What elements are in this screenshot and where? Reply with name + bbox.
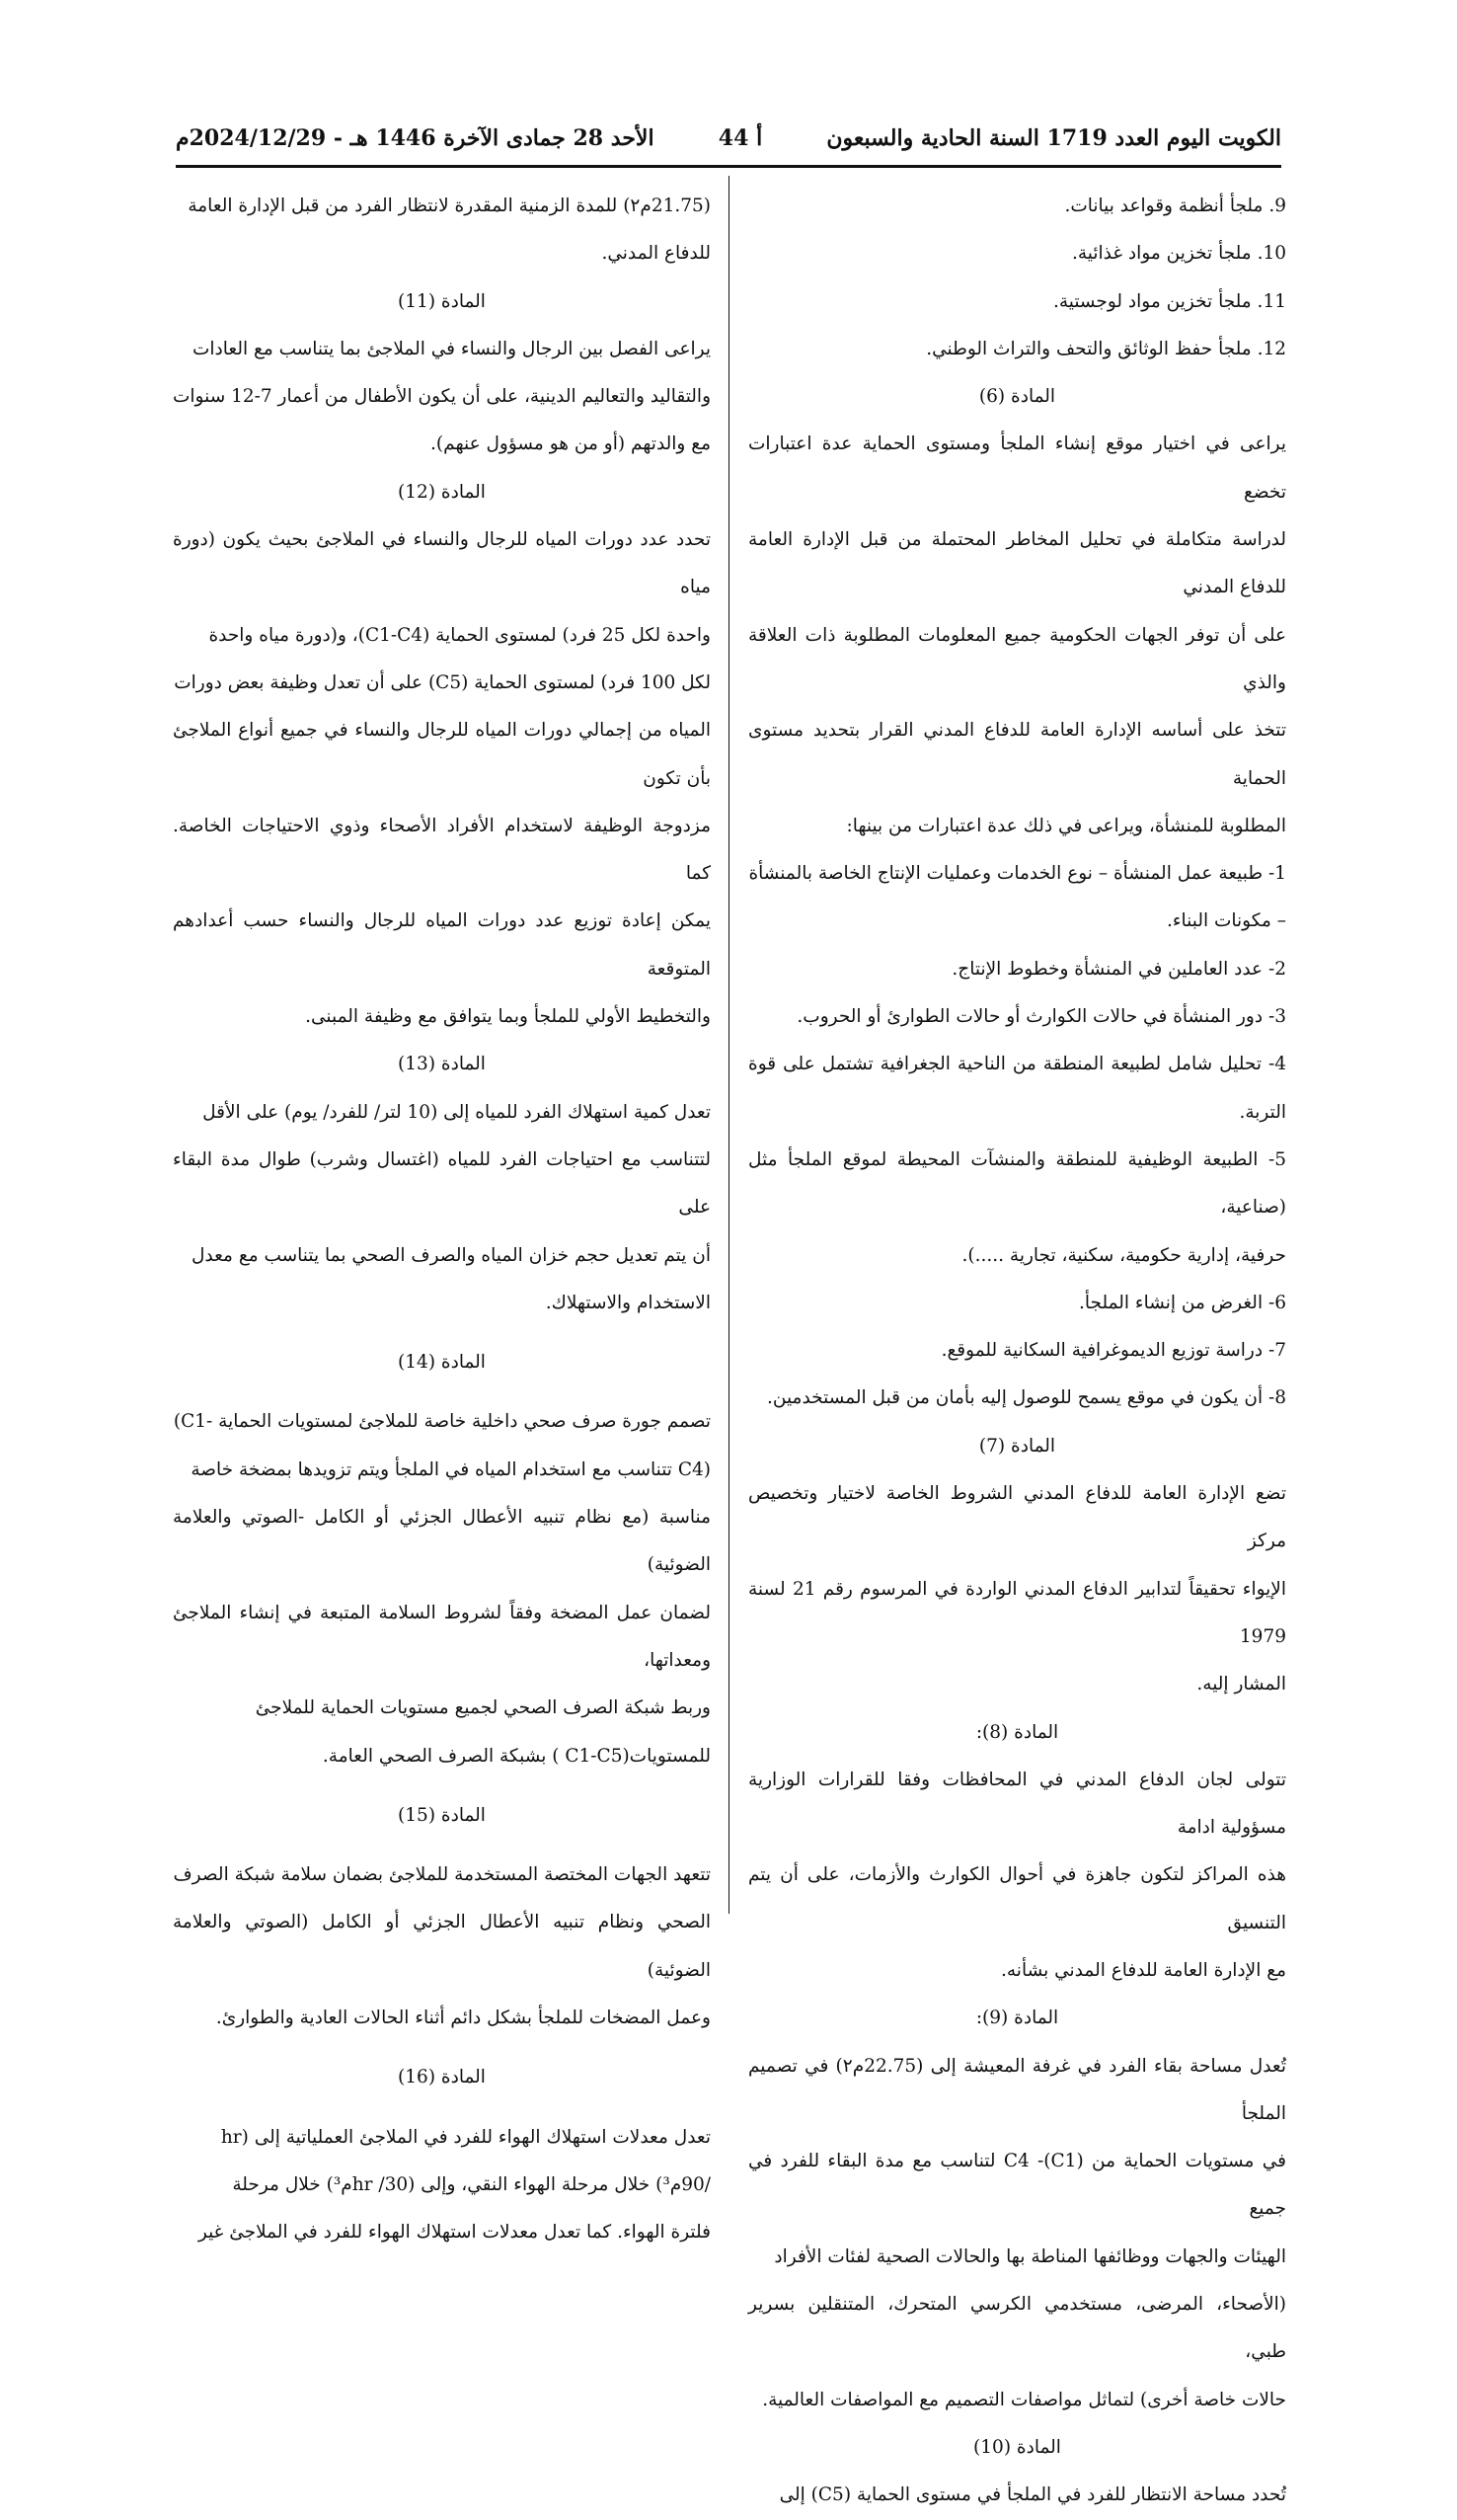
list-item: 7- دراسة توزيع الديموغرافية السكانية للموقع. [941,1340,1286,1362]
article-heading: المادة (7) [978,1435,1056,1457]
left-column [173,183,711,2256]
body-line: الصحي ونظام تنبيه الأعطال الجزئي أو الكامل (الصوتي والعلامة الضوئية) [173,1912,711,1981]
page-header [176,118,1281,158]
body-line: تصمم جورة صرف صحي داخلية خاصة للملاجئ لمستويات الحماية -C1) [173,1411,711,1433]
body-line: المشار إليه. [1196,1674,1286,1695]
body-line: فلترة الهواء. كما تعدل معدلات استهلاك الهواء للفرد في الملاجئ غير [197,2222,711,2244]
header-divider [176,165,1281,168]
body-line: لضمان عمل المضخة وفقاً لشروط السلامة المتبعة في إنشاء الملاجئ ومعداتها، [173,1602,711,1671]
body-line: الهيئات والجهات ووظائفها المناطة بها والحالات الصحية لفئات الأفراد [774,2245,1286,2267]
list-item: 12. ملجأ حفظ الوثائق والتحف والتراث الوطني. [926,338,1286,359]
body-line: تتولى لجان الدفاع المدني في المحافظات وفقا للقرارات الوزارية مسؤولية ادامة [748,1769,1286,1839]
issue-date: الأحد 28 جمادى الآخرة 1446 هـ - 2024/12/29م [176,125,654,151]
list-item: 3- دور المنشأة في حالات الكوارث أو حالات الطوارئ أو الحروب. [797,1006,1286,1028]
body-line: على أن توفر الجهات الحكومية جميع المعلومات المطلوبة ذات العلاقة والذي [748,624,1286,693]
list-item: 9. ملجأ أنظمة وقواعد بيانات. [1064,196,1286,216]
body-line: يمكن إعادة توزيع عدد دورات المياه للرجال والنساء حسب أعدادهم المتوقعة [173,910,711,980]
list-item: 5- الطبيعة الوظيفية للمنطقة والمنشآت المحيطة لموقع الملجأ مثل (صناعية، [748,1148,1286,1219]
body-line: أن يتم تعديل حجم خزان المياه والصرف الصحي بما يتناسب مع معدل [191,1244,711,1266]
body-line: المطلوبة للمنشأة، ويراعى في ذلك عدة اعتبارات من بينها: [846,815,1286,836]
article-heading: المادة (6) [978,386,1056,408]
body-line: تتعهد الجهات المختصة المستخدمة للملاجئ بضمان سلامة شبكة الصرف [173,1864,711,1886]
body-line: لتتناسب مع احتياجات الفرد للمياه (اغتسال وشرب) طوال مدة البقاء على [173,1148,711,1219]
list-item: 4- تحليل شامل لطبيعة المنطقة من الناحية الجغرافية تشتمل على قوة التربة. [748,1054,1286,1123]
body-line: للمستويات(C1-C5 ) بشبكة الصرف الصحي العامة. [322,1745,711,1767]
right-column [748,183,1286,2520]
list-item: 8- أن يكون في موقع يسمح للوصول إليه بأمان من قبل المستخدمين. [767,1387,1286,1409]
article-heading: المادة (13) [398,1054,486,1075]
body-line: يراعى الفصل بين الرجال والنساء في الملاجئ بما يتناسب مع العادات [192,338,711,359]
article-heading: المادة (8): [975,1721,1059,1743]
article-heading: المادة (11) [398,290,486,312]
body-line: /90م³) خلال مرحلة الهواء النقي، وإلى (hr /30م³) خلال مرحلة [232,2173,711,2195]
column-divider [728,176,729,1914]
list-item: 10. ملجأ تخزين مواد غذائية. [1072,243,1286,265]
body-line: للدفاع المدني. [601,243,711,265]
body-line: (C4 تتناسب مع استخدام المياه في الملجأ ويتم تزويدها بمضخة خاصة [191,1458,711,1480]
article-heading: المادة (15) [398,1804,486,1826]
body-line: تتخذ على أساسه الإدارة العامة للدفاع المدني القرار بتحديد مستوى الحماية [748,720,1286,789]
body-line: لكل 100 فرد) لمستوى الحماية (C5) على أن تعدل وظيفة بعض دورات [174,671,711,693]
body-line: تُحدد مساحة الانتظار للفرد في الملجأ في مستوى الحماية (C5) إلى [779,2484,1286,2506]
body-line: تعدل معدلات استهلاك الهواء للفرد في الملاجئ العملياتية إلى (hr [220,2126,711,2148]
body-line: وربط شبكة الصرف الصحي لجميع مستويات الحماية للملاجئ [255,1697,711,1719]
body-line: تضع الإدارة العامة للدفاع المدني الشروط الخاصة لاختيار وتخصيص مركز [748,1483,1286,1552]
body-line: المياه من إجمالي دورات المياه للرجال والنساء في جميع أنواع الملاجئ بأن تكون [173,720,711,789]
list-item: – مكونات البناء. [1166,910,1286,932]
body-line: (الأصحاء، المرضى، مستخدمي الكرسي المتحرك، المتنقلين بسرير طبي، [748,2294,1286,2363]
body-line: لدراسة متكاملة في تحليل المخاطر المحتملة من قبل الإدارة العامة للدفاع المدني [748,529,1286,598]
body-line: في مستويات الحماية من (C1)- C4 لتناسب مع مدة البقاء للفرد في جميع [748,2151,1286,2220]
article-heading: المادة (10) [973,2436,1061,2458]
body-line: هذه المراكز لتكون جاهزة في أحوال الكوارث والأزمات، على أن يتم التنسيق [748,1864,1286,1933]
body-line: الاستخدام والاستهلاك. [545,1292,711,1313]
list-item: 6- الغرض من إنشاء الملجأ. [1078,1292,1286,1313]
list-item: 2- عدد العاملين في المنشأة وخطوط الإنتاج. [952,958,1286,980]
body-line: تعدل كمية استهلاك الفرد للمياه إلى (10 لتر/ للفرد/ يوم) على الأقل [202,1101,711,1123]
body-line: تحدد عدد دورات المياه للرجال والنساء في الملاجئ بحيث يكون (دورة مياه [173,529,711,598]
body-line: وعمل المضخات للملجأ بشكل دائم أثناء الحالات العادية والطوارئ. [215,2007,711,2028]
issue-info: الكويت اليوم العدد 1719 السنة الحادية والسبعون [826,125,1281,151]
article-heading: المادة (12) [398,481,486,503]
body-line: يراعى في اختيار موقع إنشاء الملجأ ومستوى الحماية عدة اعتبارات تخضع [748,433,1286,503]
body-line: والتخطيط الأولي للملجأ وبما يتوافق مع وظيفة المبنى. [305,1006,711,1028]
article-heading: المادة (16) [398,2067,486,2088]
body-line: مزدوجة الوظيفة لاستخدام الأفراد الأصحاء وذوي الاحتياجات الخاصة. كما [173,815,711,885]
body-line: الإيواء تحقيقاً لتدابير الدفاع المدني الواردة في المرسوم رقم 21 لسنة 1979 [748,1578,1286,1647]
article-heading: المادة (14) [398,1352,486,1374]
body-line: واحدة لكل 25 فرد) لمستوى الحماية (C1-C4)، و(دورة مياه واحدة [208,624,711,646]
body-line: تُعدل مساحة بقاء الفرد في غرفة المعيشة إلى (22.75م٢) في تصميم الملجأ [748,2055,1286,2124]
list-item: حرفية، إدارية حكومية، سكنية، تجارية .....). [961,1244,1286,1266]
body-line: مع والدتهم (أو من هو مسؤول عنهم). [430,433,711,455]
article-heading: المادة (9): [975,2008,1059,2029]
body-line: والتقاليد والتعاليم الدينية، على أن يكون الأطفال من أعمار 7-12 سنوات [173,386,711,408]
body-line: (21.75م٢) للمدة الزمنية المقدرة لانتظار الفرد من قبل الإدارة العامة [188,196,711,216]
body-line: حالات خاصة أخرى) لتماثل مواصفات التصميم مع المواصفات العالمية. [762,2389,1286,2410]
body-line: مناسبة (مع نظام تنبيه الأعطال الجزئي أو الكامل -الصوتي والعلامة الضوئية) [173,1507,711,1576]
body-line: مع الإدارة العامة للدفاع المدني بشأنه. [1001,1959,1286,1981]
page-number: أ 44 [718,125,763,151]
list-item: 11. ملجأ تخزين مواد لوجستية. [1052,290,1286,312]
list-item: 1- طبيعة عمل المنشأة – نوع الخدمات وعمليات الإنتاج الخاصة بالمنشأة [748,863,1286,885]
